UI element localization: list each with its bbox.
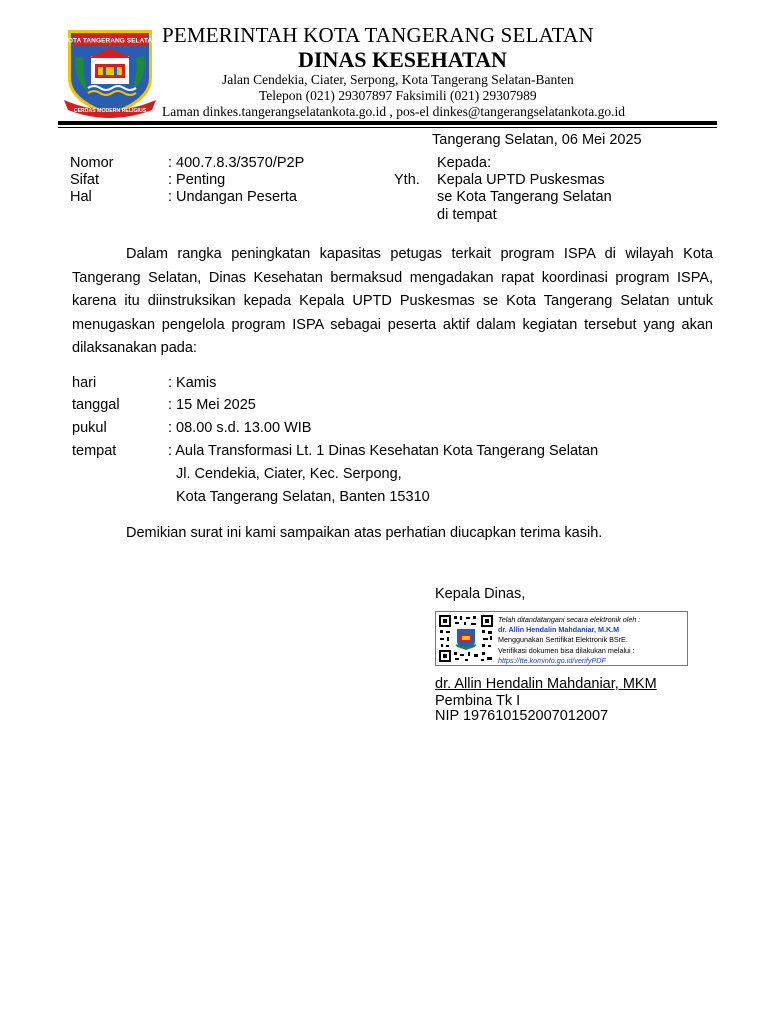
detail-label-hari: hari	[72, 375, 97, 391]
recipient-line-1: Kepada:	[437, 155, 492, 171]
logo-top-text: KOTA TANGERANG SELATAN	[63, 37, 157, 45]
electronic-signature-box	[435, 611, 688, 666]
signatory-nip: NIP 197610152007012007	[435, 708, 609, 724]
signatory-rank: Pembina Tk I	[435, 693, 521, 709]
esign-verify-link[interactable]: https://tte.kominfo.go.id/verifyPDF	[498, 655, 606, 665]
meta-label-nomor: Nomor	[70, 155, 114, 171]
letterhead-rule	[58, 121, 717, 125]
logo-bottom-text: CERDAS MODERN RELIGIUS	[73, 108, 147, 114]
agency-address: Jalan Cendekia, Ciater, Serpong, Kota Tangerang Selatan-Banten	[222, 72, 574, 87]
detail-label-tempat: tempat	[72, 443, 117, 459]
place-date: Tangerang Selatan, 06 Mei 2025	[432, 132, 642, 148]
closing-text: Demikian surat ini kami sampaikan atas perhatian diucapkan terima kasih.	[126, 525, 603, 541]
meta-value-sifat: : Penting	[168, 172, 226, 188]
detail-value-tempat: : Aula Transformasi Lt. 1 Dinas Kesehatan Kota Tangerang Selatan	[168, 443, 599, 459]
agency-phone: Telepon (021) 29307897 Faksimili (021) 29307989	[259, 88, 537, 103]
detail-label-tanggal: tanggal	[72, 397, 120, 413]
city-emblem-icon	[58, 26, 162, 118]
venue-address-line-2: Kota Tangerang Selatan, Banten 15310	[176, 489, 430, 505]
recipient-yth: Yth.	[394, 172, 420, 188]
recipient-line-2: Kepala UPTD Puskesmas	[437, 172, 605, 188]
esign-line-4: Verifikasi dokumen bisa dilakukan melalui :	[498, 645, 635, 655]
signatory-name: dr. Allin Hendalin Mahdaniar, MKM	[435, 676, 657, 692]
agency-name: DINAS KESEHATAN	[298, 47, 507, 72]
recipient-line-3: se Kota Tangerang Selatan	[437, 189, 612, 205]
detail-value-tanggal: : 15 Mei 2025	[168, 397, 256, 413]
signatory-title: Kepala Dinas,	[435, 586, 526, 602]
esign-line-3: Menggunakan Sertifikat Elektronik BSrE.	[498, 635, 628, 645]
meta-value-nomor: : 400.7.8.3/3570/P2P	[168, 155, 305, 171]
detail-label-pukul: pukul	[72, 420, 107, 436]
qr-code-icon	[438, 614, 494, 663]
esign-signer: dr. Allin Hendalin Mahdaniar, M.K.M	[498, 625, 620, 635]
meta-label-sifat: Sifat	[70, 172, 100, 188]
meta-label-hal: Hal	[70, 189, 92, 205]
venue-address-line-1: Jl. Cendekia, Ciater, Kec. Serpong,	[176, 466, 402, 482]
agency-web: Laman dinkes.tangerangselatankota.go.id , pos-el dinkes@tangerangselatankota.go.id	[162, 104, 626, 119]
recipient-line-4: di tempat	[437, 207, 497, 223]
detail-value-pukul: : 08.00 s.d. 13.00 WIB	[168, 420, 312, 436]
esign-line-1: Telah ditandatangani secara elektronik oleh :	[498, 615, 641, 624]
esign-text	[498, 615, 640, 666]
government-name: PEMERINTAH KOTA TANGERANG SELATAN	[162, 23, 594, 47]
meta-value-hal: : Undangan Peserta	[168, 189, 297, 205]
body-paragraph: Dalam rangka peningkatan kapasitas petugas terkait program ISPA di wilayah Kota Tangerang Selatan, Dinas Kesehatan bermaksud mengadakan rapat koordinasi program ISPA, karena itu diinstruksikan kepada Kepala UPTD Puskesmas se Kota Tangerang Selatan untuk menugaskan pengelola program ISPA sebagai peserta aktif dalam kegiatan tersebut yang akan dilaksanakan pada:	[72, 246, 713, 356]
detail-value-hari: : Kamis	[168, 375, 217, 391]
letterhead-rule-thin	[58, 127, 717, 128]
